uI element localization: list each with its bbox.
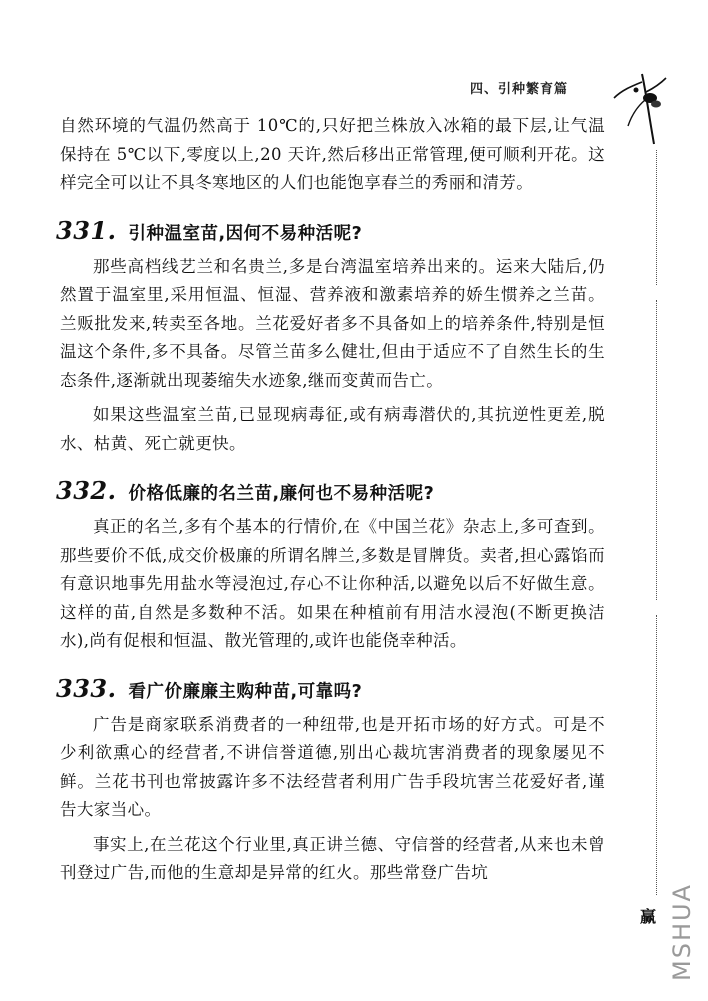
question-heading [56,476,605,505]
question-number: 333. [56,673,117,703]
question-heading [56,674,605,703]
body-paragraph: 广告是商家联系消费者的一种纽带,也是开拓市场的好方式。可是不少利欲熏心的经营者,不讲信誉道德,别出心裁坑害消费者的现象屡见不鲜。兰花书刊也常披露许多不法经营者利用广告手段坑害兰花爱好者,谨告大家当心。 [60,714,605,819]
margin-dotted-rule [656,300,657,600]
body-paragraph: 那些高档线艺兰和名贵兰,多是台湾温室培养出来的。运来大陆后,仍然置于温室里,采用恒温、恒湿、营养液和激素培养的娇生惯养之兰苗。兰贩批发来,转卖至各地。兰花爱好者多不具备如上的培养条件,特别是恒温这个条件,多不具备。尽管兰苗多么健壮,但由于适应不了自然生长的生态条件,逐渐就出现萎缩失水迹象,继而变黄而告亡。 [60,256,605,390]
margin-dotted-rule [656,615,657,895]
question-number: 332. [56,476,117,505]
body-paragraph: 真正的名兰,多有个基本的行情价,在《中国兰花》杂志上,多可查到。那些要价不低,成交价极廉的所谓名牌兰,多数是冒牌货。卖者,担心露馅而有意识地事先用盐水等浸泡过,存心不让你种活,以避免以后不好做生意。这样的苗,自然是多数种不活。如果在种植前有用洁水浸泡(不断更换洁水),尚有促根和恒温、散光管理的,或许也能侥幸种活。 [60,517,605,650]
question-title: 看广价廉廉主购种苗,可靠吗? [128,681,363,702]
question-title: 价格低廉的名兰苗,廉何也不易种活呢? [128,484,435,504]
body-paragraph: 自然环境的气温仍然高于 10℃的,只好把兰株放入冰箱的最下层,让气温保持在 5℃以下,零度以上,20 天许,然后移出正常管理,便可顺利开花。这样完全可以让不具冬寒地区的人们也能饱享春兰的秀丽和清芳。 [60,116,605,192]
question-number: 331. [56,215,117,245]
body-paragraph: 如果这些温室兰苗,已显现病毒征,或有病毒潜伏的,其抗逆性更差,脱水、枯黄、死亡就更快。 [60,405,605,453]
watermark: MSHUA [668,883,696,981]
chapter-thumb-tab: 赢 [640,907,657,926]
question-title: 引种温室苗,因何不易种活呢? [128,223,363,244]
page-body [56,112,605,894]
margin-dotted-rule [656,150,657,285]
orchid-ornament-icon [612,70,668,148]
question-heading [56,216,605,245]
running-head: 四、引种繁育篇 [470,82,569,97]
body-paragraph: 事实上,在兰花这个行业里,真正讲兰德、守信誉的经营者,从来也未曾刊登过广告,而他的生意却是异常的红火。那些常登广告坑 [60,834,605,882]
